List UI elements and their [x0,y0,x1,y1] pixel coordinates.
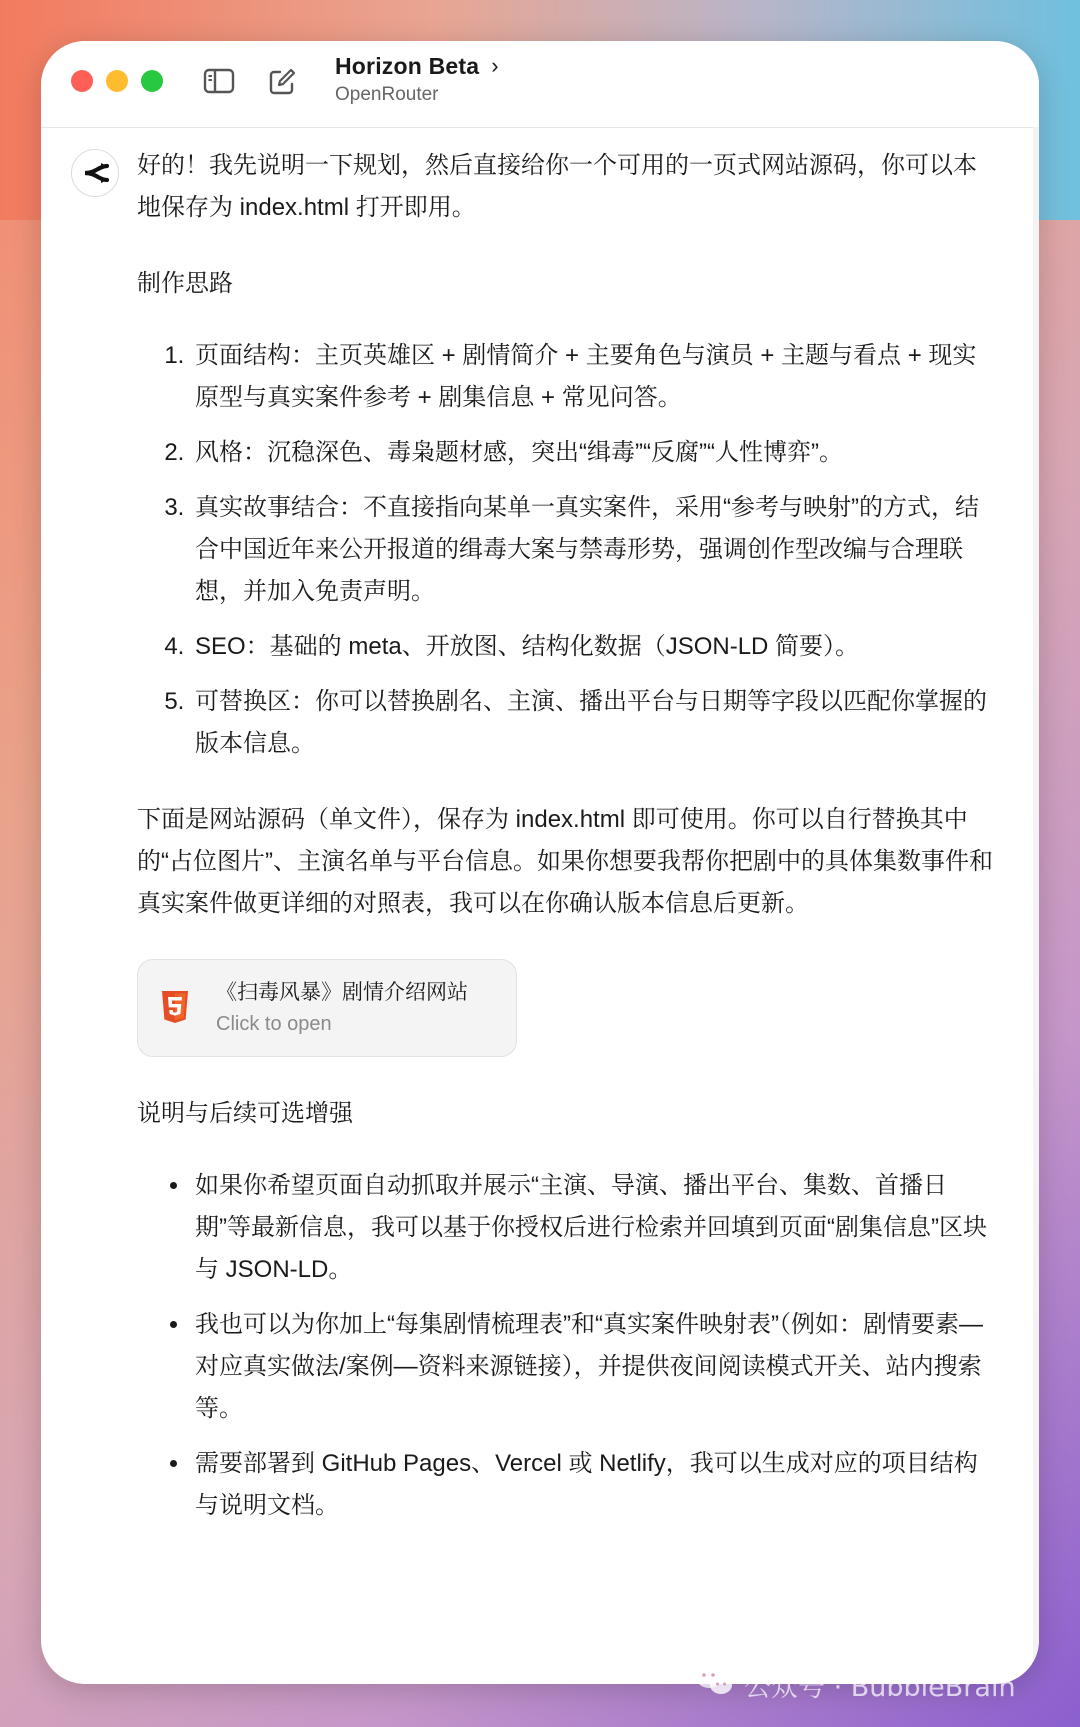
title-bar [41,41,1039,128]
chat-window [41,41,1039,1684]
minimize-window-button[interactable] [106,70,128,92]
wechat-icon [694,1664,734,1705]
list-item: • 我也可以为你加上“每集剧情梳理表”和“真实案件映射表”（例如：剧情要素—对应真实做法/案例—资料来源链接），并提供夜间阅读模式开关、站内搜索等。 [191,1304,997,1430]
conversation-title-block[interactable] [335,53,499,106]
assistant-message [137,145,997,1561]
watermark [694,1664,1016,1705]
zoom-window-button[interactable] [141,70,163,92]
file-title: 《扫毒风暴》剧情介绍网站 [216,981,468,1004]
new-chat-icon[interactable] [267,67,297,102]
list-item: 4. SEO：基础的 meta、开放图、结构化数据（JSON-LD 简要）。 [191,626,997,668]
list-item: • 需要部署到 GitHub Pages、Vercel 或 Netlify，我可以生成对应的项目结构与说明文档。 [191,1443,997,1527]
scrollbar[interactable] [1033,127,1039,1667]
file-open-hint: Click to open [216,1013,332,1035]
close-window-button[interactable] [71,70,93,92]
watermark-text: 公众号 · BubbleBrain [744,1672,1016,1703]
list-item: • 如果你希望页面自动抓取并展示“主演、导演、播出平台、集数、首播日期”等最新信息，我可以基于你授权后进行检索并回填到页面“剧集信息”区块与 JSON-LD。 [191,1165,997,1291]
source-note-paragraph: 下面是网站源码（单文件），保存为 index.html 即可使用。你可以自行替换其中的“占位图片”、主演名单与平台信息。如果你想要我帮你把剧中的具体集数事件和真实案件做更详细的对照表，我可以在你确认版本信息后更新。 [137,806,993,917]
plan-list [137,335,997,765]
followup-heading: 说明与后续可选增强 [137,1100,353,1127]
provider-subtitle: OpenRouter [335,84,439,105]
list-item: 3. 真实故事结合：不直接指向某单一真实案件，采用“参考与映射”的方式，结合中国近年来公开报道的缉毒大案与禁毒形势，强调创作型改编与合理联想，并加入免责声明。 [191,487,997,613]
list-item: 5. 可替换区：你可以替换剧名、主演、播出平台与日期等字段以匹配你掌握的版本信息。 [191,681,997,765]
plan-heading: 制作思路 [137,270,233,297]
list-item: 1. 页面结构：主页英雄区 + 剧情简介 + 主要角色与演员 + 主题与看点 + 现实原型与真实案件参考 + 剧集信息 + 常见问答。 [191,335,997,419]
file-attachment-card[interactable] [137,959,517,1057]
list-item: 2. 风格：沉稳深色、毒枭题材感，突出“缉毒”“反腐”“人性博弈”。 [191,432,997,474]
sidebar-toggle-icon[interactable] [203,67,235,100]
followup-list [137,1165,997,1527]
openrouter-logo-icon [71,149,119,197]
html5-icon [160,990,190,1038]
chevron-right-icon: › [491,53,499,78]
intro-paragraph: 好的！我先说明一下规划，然后直接给你一个可用的一页式网站源码，你可以本地保存为 index.html 打开即用。 [137,152,977,221]
model-title: Horizon Beta [335,53,480,79]
